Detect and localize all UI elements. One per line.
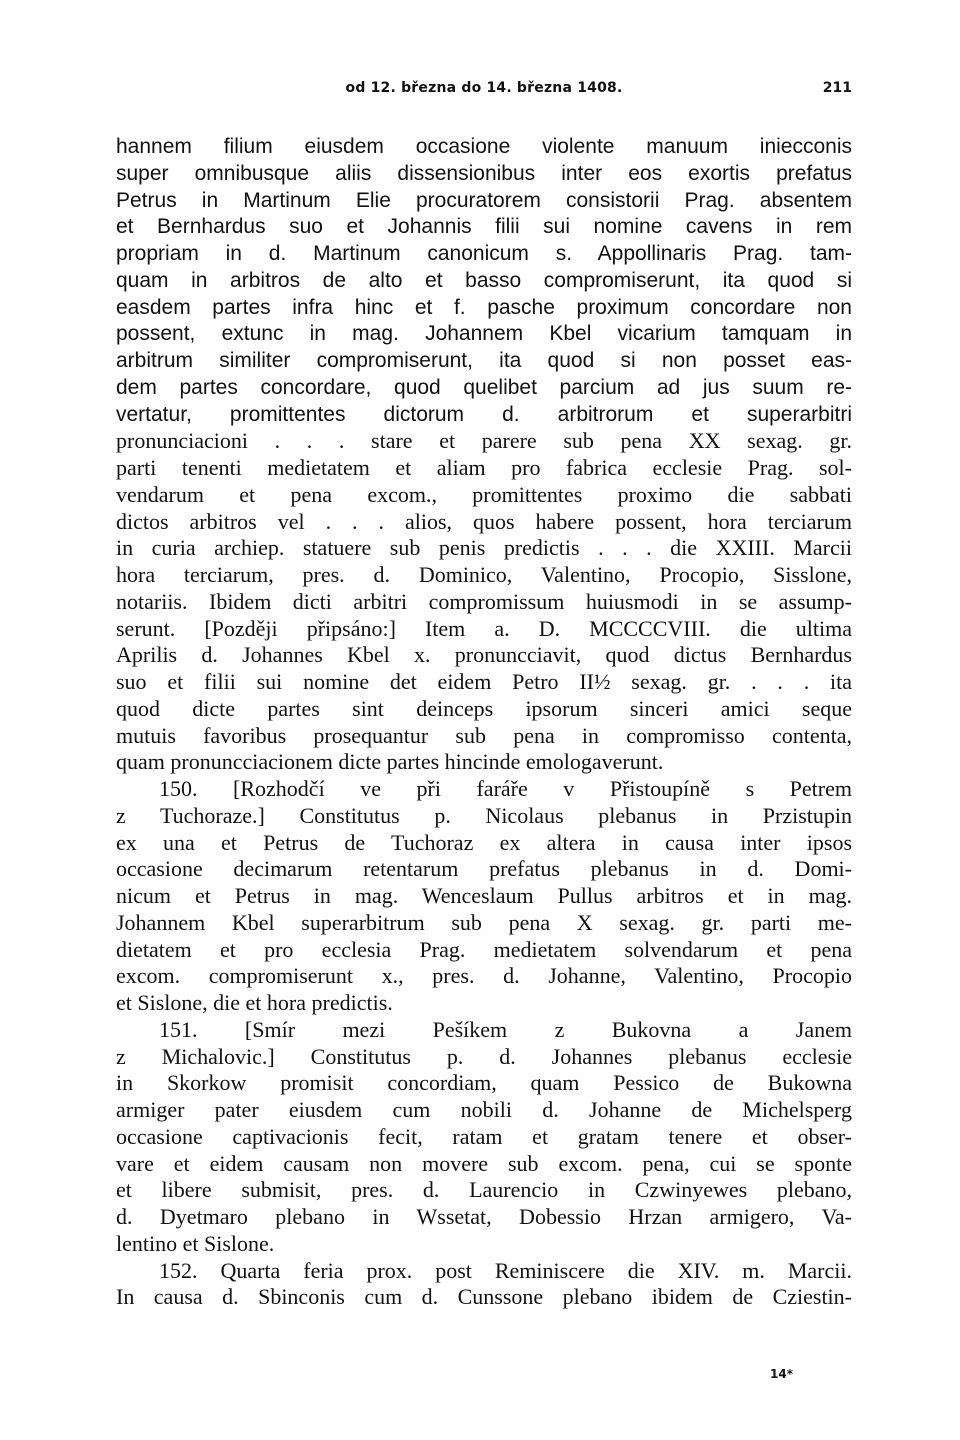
text-line: dictos arbitros vel . . . alios, quos habere possent, hora terciarum (116, 508, 852, 534)
text-line: nicum et Petrus in mag. Wenceslaum Pullus arbitros et in mag. (116, 883, 852, 908)
running-head: od 12. března do 14. března 1408. (345, 80, 623, 96)
text-line: quod dicte partes sint deinceps ipsorum sinceri amici seque (116, 695, 852, 721)
text-line: et libere submisit, pres. d. Laurencio in Czwinyewes plebano, (116, 1177, 852, 1203)
text-line: quam in arbitros de alto et basso compromiserunt, ita quod si (116, 268, 852, 292)
signature-mark: 14* (770, 1367, 793, 1381)
text-line: occasione captivacionis fecit, ratam et gratam tenere et obser- (116, 1123, 852, 1149)
text-line: arbitrum similiter compromiserunt, ita quod si non posset eas- (116, 349, 852, 372)
page-header (116, 80, 852, 104)
body-text (116, 134, 852, 1311)
text-line: 151. [Smír mezi Pešíkem z Bukovna a Janem (159, 1016, 852, 1042)
text-line: Petrus in Martinum Elie procuratorem consistorii Prag. absentem (116, 188, 852, 212)
text-line: dietatem et pro ecclesia Prag. medietatem solvendarum et pena (116, 936, 852, 962)
text-line: in curia archiep. statuere sub penis predictis . . . die XXIII. Marcii (116, 535, 852, 561)
text-line: excom. compromiserunt x., pres. d. Johanne, Valentino, Procopio (116, 963, 852, 989)
text-line: vendarum et pena excom., promittentes proximo die sabbati (116, 481, 852, 507)
text-line: notariis. Ibidem dicti arbitri compromissum huiusmodi in se assump- (116, 588, 852, 614)
text-line: lentino et Sislone. (116, 1230, 275, 1256)
text-line: propriam in d. Martinum canonicum s. Appollinaris Prag. tam- (116, 242, 852, 265)
text-line: quam pronuncciacionem dicte partes hincinde emologaverunt. (116, 749, 664, 775)
text-line: mutuis favoribus prosequantur sub pena in compromisso contenta, (116, 722, 852, 748)
text-line: 152. Quarta feria prox. post Reminiscere die XIV. m. Marcii. (159, 1257, 852, 1283)
text-line: easdem partes infra hinc et f. pasche proximum concordare non (116, 295, 852, 319)
text-line: parti tenenti medietatem et aliam pro fabrica ecclesie Prag. sol- (116, 455, 852, 480)
text-line: hannem filium eiusdem occasione violente manuum iniecconis (116, 135, 852, 158)
text-line: dem partes concordare, quod quelibet parcium ad jus suum re- (116, 375, 852, 399)
text-line: in Skorkow promisit concordiam, quam Pessico de Bukowna (116, 1070, 852, 1096)
text-line: pronunciacioni . . . stare et parere sub pena XX sexag. gr. (116, 428, 852, 454)
text-line: In causa d. Sbinconis cum d. Cunssone plebano ibidem de Cziestin- (116, 1284, 852, 1310)
text-line: z Tuchoraze.] Constitutus p. Nicolaus plebanus in Przistupin (116, 802, 852, 828)
text-line: Aprilis d. Johannes Kbel x. pronuncciavit, quod dictus Bernhardus (116, 642, 852, 668)
text-line: et Bernhardus suo et Johannis filii sui nomine cavens in rem (116, 215, 852, 239)
text-line: ex una et Petrus de Tuchoraz ex altera in causa inter ipsos (116, 829, 852, 855)
text-line: possent, extunc in mag. Johannem Kbel vicarium tamquam in (116, 322, 852, 346)
text-line: occasione decimarum retentarum prefatus plebanus in d. Domi- (116, 856, 852, 882)
text-line: suo et filii sui nomine det eidem Petro II½ sexag. gr. . . . ita (116, 669, 852, 694)
text-line: et Sislone, die et hora predictis. (116, 990, 393, 1015)
text-line: vertatur, promittentes dictorum d. arbitrorum et superarbitri (116, 402, 852, 426)
page-number: 211 (822, 80, 852, 96)
text-line: hora terciarum, pres. d. Dominico, Valentino, Procopio, Sisslone, (116, 562, 852, 587)
text-line: vare et eidem causam non movere sub excom. pena, cui se sponte (116, 1150, 852, 1176)
text-line: 150. [Rozhodčí ve při faráře v Přistoupíně s Petrem (159, 776, 852, 801)
text-line: armiger pater eiusdem cum nobili d. Johanne de Michelsperg (116, 1097, 852, 1122)
text-line: d. Dyetmaro plebano in Wssetat, Dobessio Hrzan armigero, Va- (116, 1204, 852, 1229)
text-line: z Michalovic.] Constitutus p. d. Johannes plebanus ecclesie (116, 1043, 852, 1069)
text-line: super omnibusque aliis dissensionibus inter eos exortis prefatus (116, 161, 852, 185)
text-line: serunt. [Později připsáno:] Item a. D. MCCCCVIII. die ultima (116, 615, 852, 641)
text-line: Johannem Kbel superarbitrum sub pena X sexag. gr. parti me- (116, 909, 852, 935)
